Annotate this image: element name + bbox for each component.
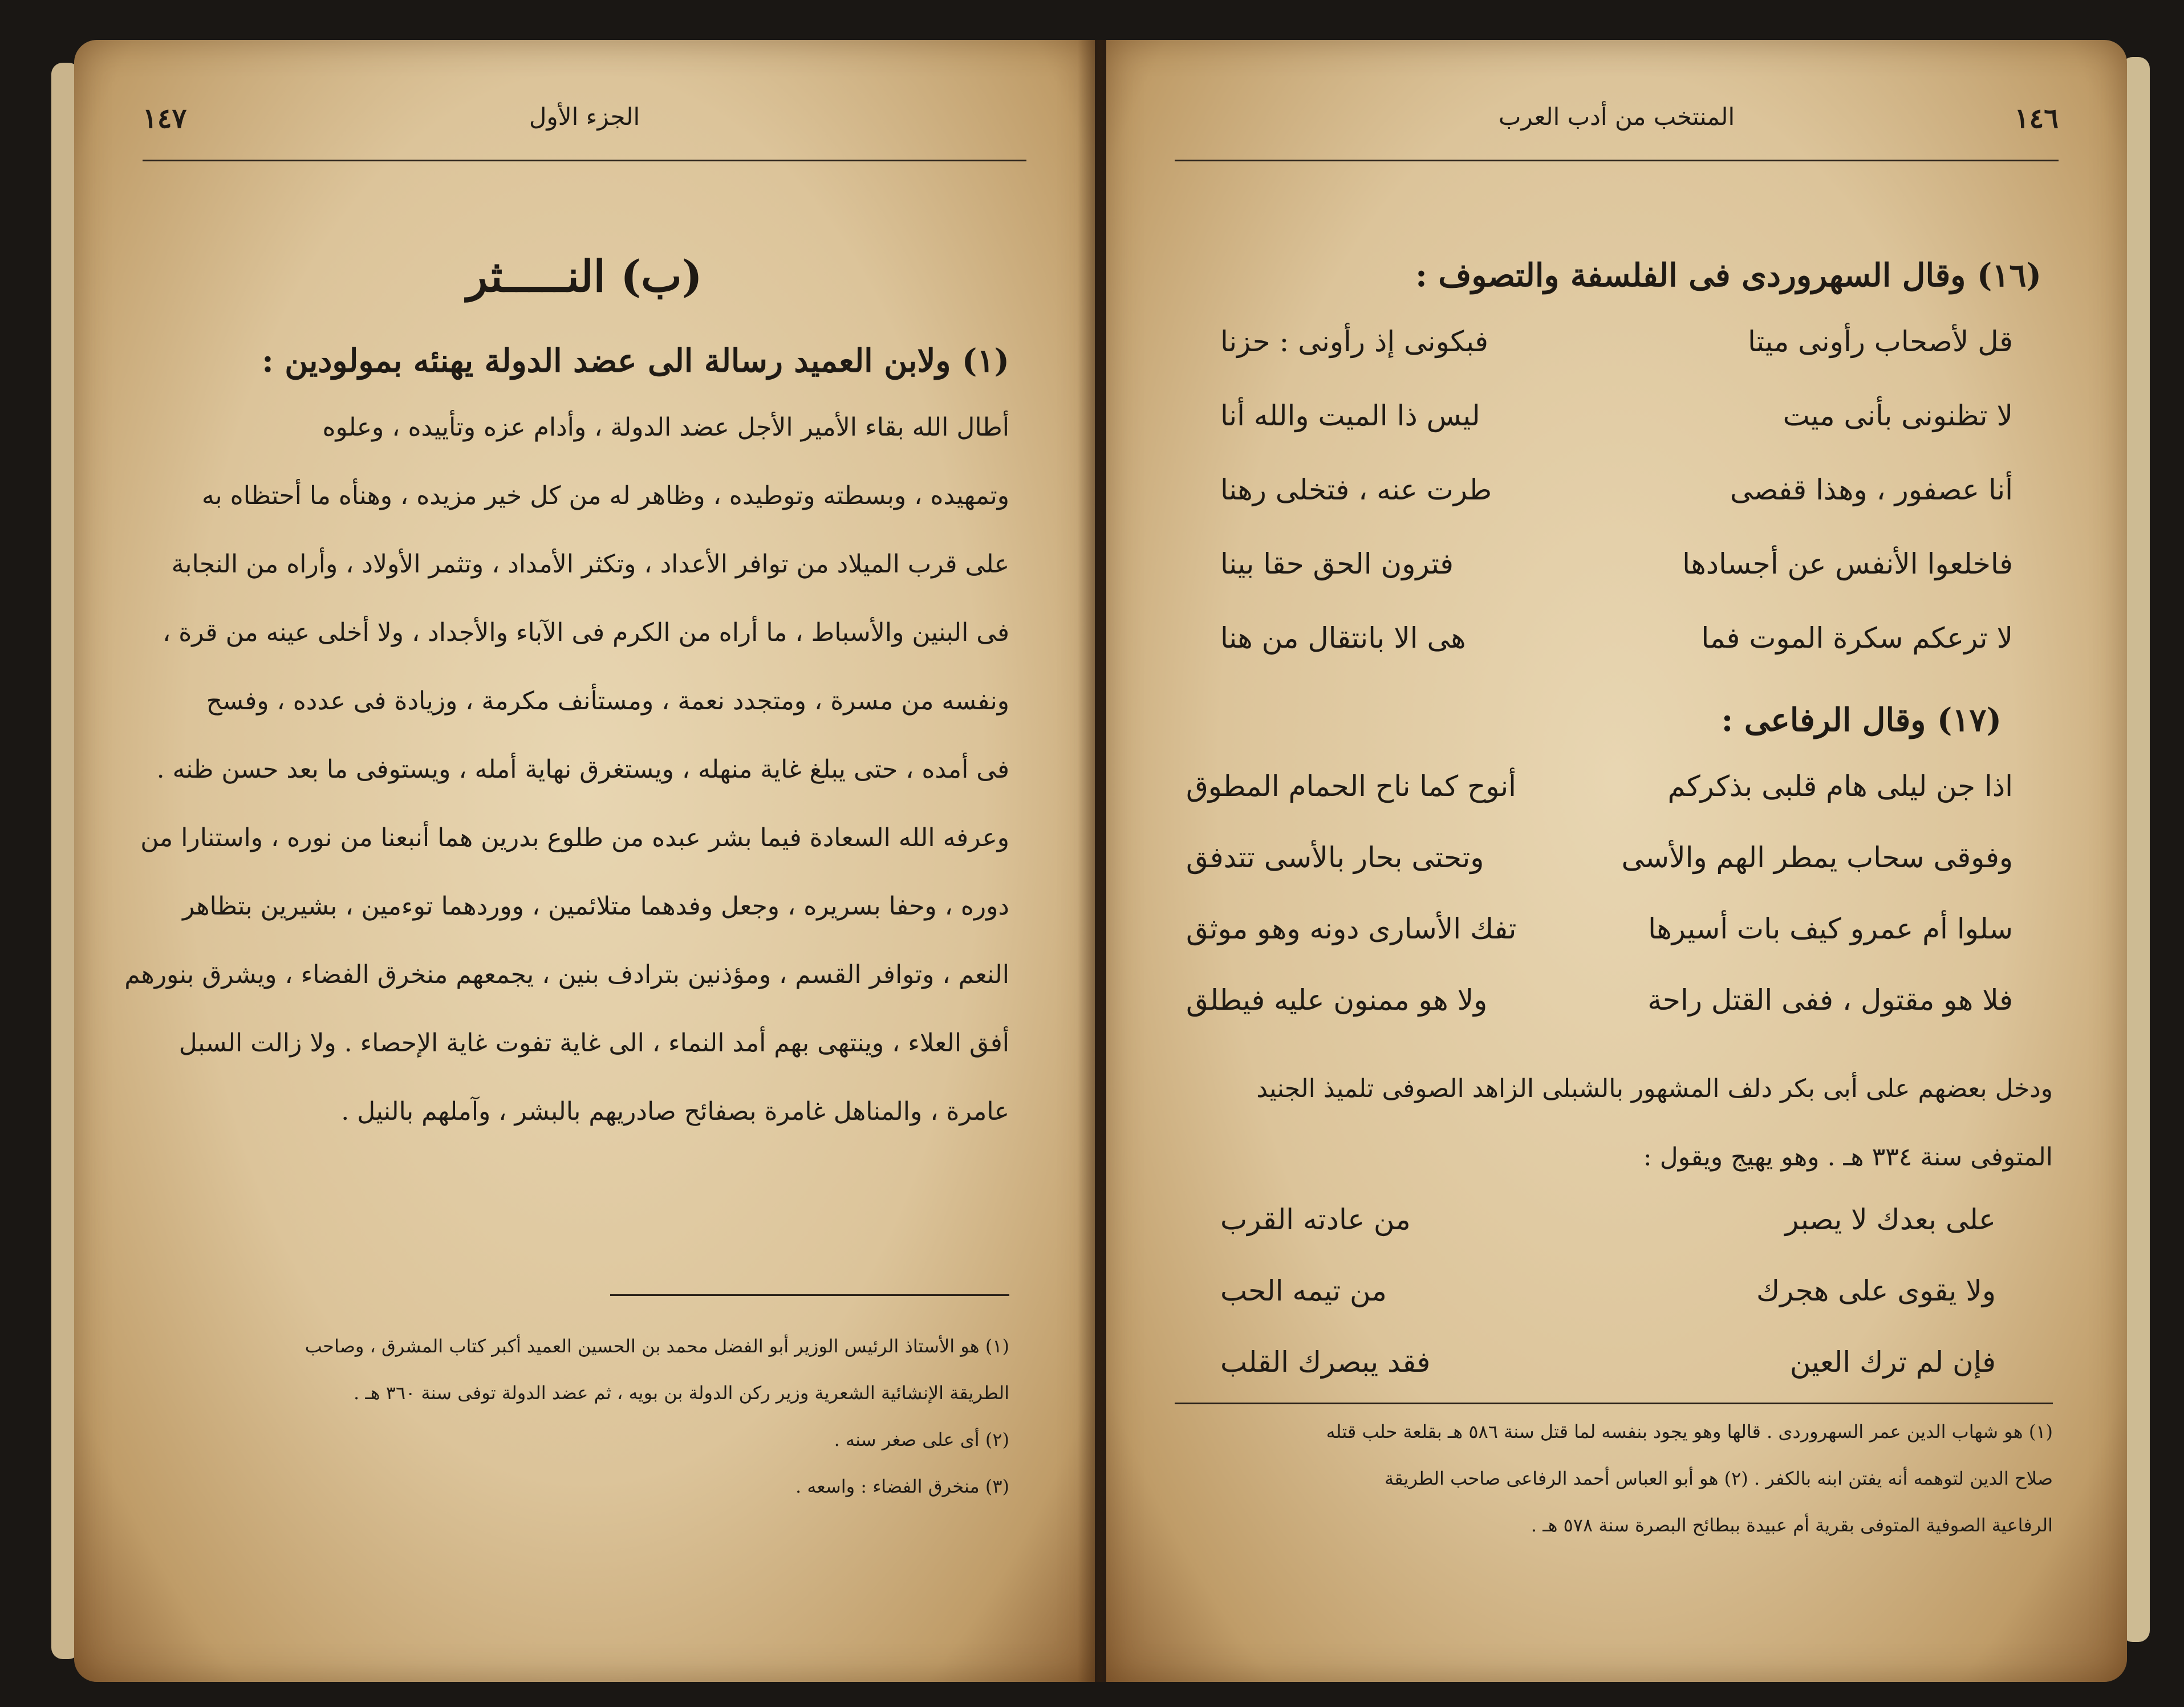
text-line: فى أمده ، حتى يبلغ غاية منهله ، ويستغرق نهاية أمله ، ويستوفى ما بعد حسن ظنه .	[156, 755, 1009, 784]
header-rule	[1175, 160, 2059, 161]
text-line: المتوفى سنة ٣٣٤ هـ . وهو يهيج ويقول :	[1643, 1143, 2053, 1172]
text-line: ودخل بعضهم على أبى بكر دلف المشهور بالشبلى الزاهد الصوفى تلميذ الجنيد	[1256, 1074, 2053, 1103]
poem-16-heading	[1175, 257, 2041, 294]
verse-line	[1186, 770, 2013, 850]
footnote-line: (٣) منخرق الفضاء : واسعه .	[795, 1476, 1009, 1497]
footnote-line: (١) هو شهاب الدين عمر السهروردى . قالها وهو يجود بنفسه لما قتل سنة ٥٨٦ هـ بقلعة حلب قتله	[1326, 1421, 2053, 1442]
first-hemistich: قل لأصحاب رأونى ميتا	[1748, 325, 2013, 358]
second-hemistich: فقد يبصرك القلب	[1220, 1346, 1431, 1379]
text-line: أطال الله بقاء الأمير الأجل عضد الدولة ، وأدام عزه وتأييده ، وعلوه	[322, 413, 1009, 442]
text-line: وعرفه الله السعادة فيما بشر عبده من طلوع بدرين هما أنبعنا من نوره ، واستنارا من	[140, 823, 1009, 852]
running-title: المنتخب من أدب العرب	[1498, 103, 1735, 131]
verse-line	[1220, 621, 2013, 701]
poem-16	[1220, 325, 2013, 735]
verse-line	[1186, 983, 2013, 1063]
letter-heading	[143, 342, 1009, 380]
heading-16: (١٦) وقال السهروردى فى الفلسفة والتصوف :	[1415, 257, 2041, 294]
second-hemistich: من تيمه الحب	[1220, 1274, 1387, 1307]
first-hemistich: ولا يقوى على هجرك	[1756, 1274, 1996, 1307]
right-header	[1175, 103, 2059, 148]
first-hemistich: سلوا أم عمرو كيف بات أسيرها	[1648, 912, 2013, 945]
footnote-rule	[610, 1294, 1009, 1296]
first-hemistich: على بعدك لا يصبر	[1785, 1203, 1996, 1236]
second-hemistich: هى الا بانتقال من هنا	[1220, 621, 1466, 655]
open-book	[74, 40, 2127, 1682]
first-hemistich: فاخلعوا الأنفس عن أجسادها	[1682, 547, 2013, 580]
text-line: وتمهيده ، وبسطته وتوطيده ، وظاهر له من كل خير مزيده ، وهنأه ما أحتظاه به	[201, 481, 1009, 510]
second-hemistich: فبكونى إذ رأونى : حزنا	[1220, 325, 1489, 358]
first-hemistich: فإن لم ترك العين	[1789, 1346, 1996, 1379]
verse-line	[1220, 325, 2013, 405]
second-hemistich: أنوح كما ناح الحمام المطوق	[1186, 770, 1517, 803]
poem-17-heading	[1175, 701, 2002, 739]
first-hemistich: وفوقى سحاب يمطر الهم والأسى	[1621, 841, 2013, 874]
footnote-line: (٢) أى على صغر سنه .	[834, 1429, 1009, 1450]
verse-line	[1220, 1203, 1996, 1283]
verse-line	[1220, 399, 2013, 479]
text-line: دوره ، وحفا بسريره ، وجعل وفدهما متلائمين ، ووردهما توءمين ، بشيرين بتظاهر	[182, 892, 1009, 921]
second-hemistich: تفك الأسارى دونه وهو موثق	[1186, 912, 1517, 945]
header-rule	[143, 160, 1026, 161]
text-line: ونفسه من مسرة ، ومتجدد نعمة ، ومستأنف مكرمة ، وزيادة فى عدده ، وفسح	[206, 686, 1009, 716]
first-hemistich: لا تظنونى بأنى ميت	[1783, 399, 2013, 432]
second-hemistich: طرت عنه ، فتخلى رهنا	[1220, 473, 1492, 506]
footnotes	[1175, 1408, 2053, 1549]
heading-17: (١٧) وقال الرفاعى :	[1721, 701, 2002, 739]
verse-line	[1220, 473, 2013, 553]
second-hemistich: من عادته القرب	[1220, 1203, 1411, 1236]
footnote-line: (١) هو الأستاذ الرئيس الوزير أبو الفضل محمد بن الحسين العميد أكبر كتاب المشرق ، وصاحب	[305, 1335, 1009, 1357]
text-line: فى البنين والأسباط ، ما أراه من الكرم فى الآباء والأجداد ، ولا أخلى عينه من قرة ،	[163, 618, 1009, 647]
first-hemistich: أنا عصفور ، وهذا قفصى	[1730, 473, 2013, 506]
text-line: أفق العلاء ، وينتهى بهم أمد النماء ، الى غاية تفوت غاية الإحصاء . ولا زالت السبل	[178, 1029, 1009, 1058]
footnote-line: الطريقة الإنشائية الشعرية وزير ركن الدولة بن بويه ، ثم عضد الدولة توفى سنة ٣٦٠ هـ .	[353, 1382, 1009, 1404]
verse-line	[1186, 912, 2013, 992]
footnote-line: صلاح الدين لتوهمه أنه يفتن ابنه بالكفر . (٢) هو أبو العباس أحمد الرفاعى صاحب الطريقة	[1385, 1468, 2053, 1489]
shibli-intro	[1175, 1055, 2053, 1192]
footnote-line: الرفاعية الصوفية المتوفى بقرية أم عبيدة ببطائح البصرة سنة ٥٧٨ هـ .	[1531, 1514, 2053, 1536]
second-hemistich: ليس ذا الميت والله أنا	[1220, 399, 1480, 432]
page-number: ١٤٧	[143, 103, 187, 135]
second-hemistich: فترون الحق حقا بينا	[1220, 547, 1454, 580]
text-line: النعم ، وتوافر القسم ، ومؤذنين بترادف بنين ، يجمعهم منخرق الفضاء ، ويشرق بنورهم	[124, 960, 1009, 989]
text-line: عامرة ، والمناهل غامرة بصفائح صادريهم بالبشر ، وآملهم بالنيل .	[341, 1097, 1009, 1126]
second-hemistich: ولا هو ممنون عليه فيطلق	[1186, 983, 1488, 1017]
verse-line	[1186, 841, 2013, 921]
first-hemistich: اذا جن ليلى هام قلبى بذكركم	[1667, 770, 2013, 803]
verse-line	[1220, 1274, 1996, 1354]
heading-text: (١) ولابن العميد رسالة الى عضد الدولة يهنئه بمولودين :	[262, 342, 1009, 380]
left-header	[143, 103, 1026, 148]
running-title: الجزء الأول	[529, 103, 640, 131]
left-page	[74, 40, 1095, 1682]
footnote-rule	[1175, 1403, 2053, 1404]
first-hemistich: فلا هو مقتول ، ففى القتل راحة	[1647, 983, 2013, 1017]
first-hemistich: لا ترعكم سكرة الموت فما	[1701, 621, 2013, 655]
text-line: على قرب الميلاد من توافر الأعداد ، وتكثر الأمداد ، وتثمر الأولاد ، وأراه من النجابة	[171, 550, 1009, 579]
right-page	[1106, 40, 2127, 1682]
section-title: (ب) النـــــثر	[466, 251, 703, 302]
footnotes	[143, 1323, 1009, 1510]
letter-body	[124, 393, 1009, 1146]
second-hemistich: وتحتى بحار بالأسى تتدفق	[1186, 841, 1484, 874]
verse-line	[1220, 547, 2013, 627]
page-number: ١٤٦	[2014, 103, 2059, 135]
